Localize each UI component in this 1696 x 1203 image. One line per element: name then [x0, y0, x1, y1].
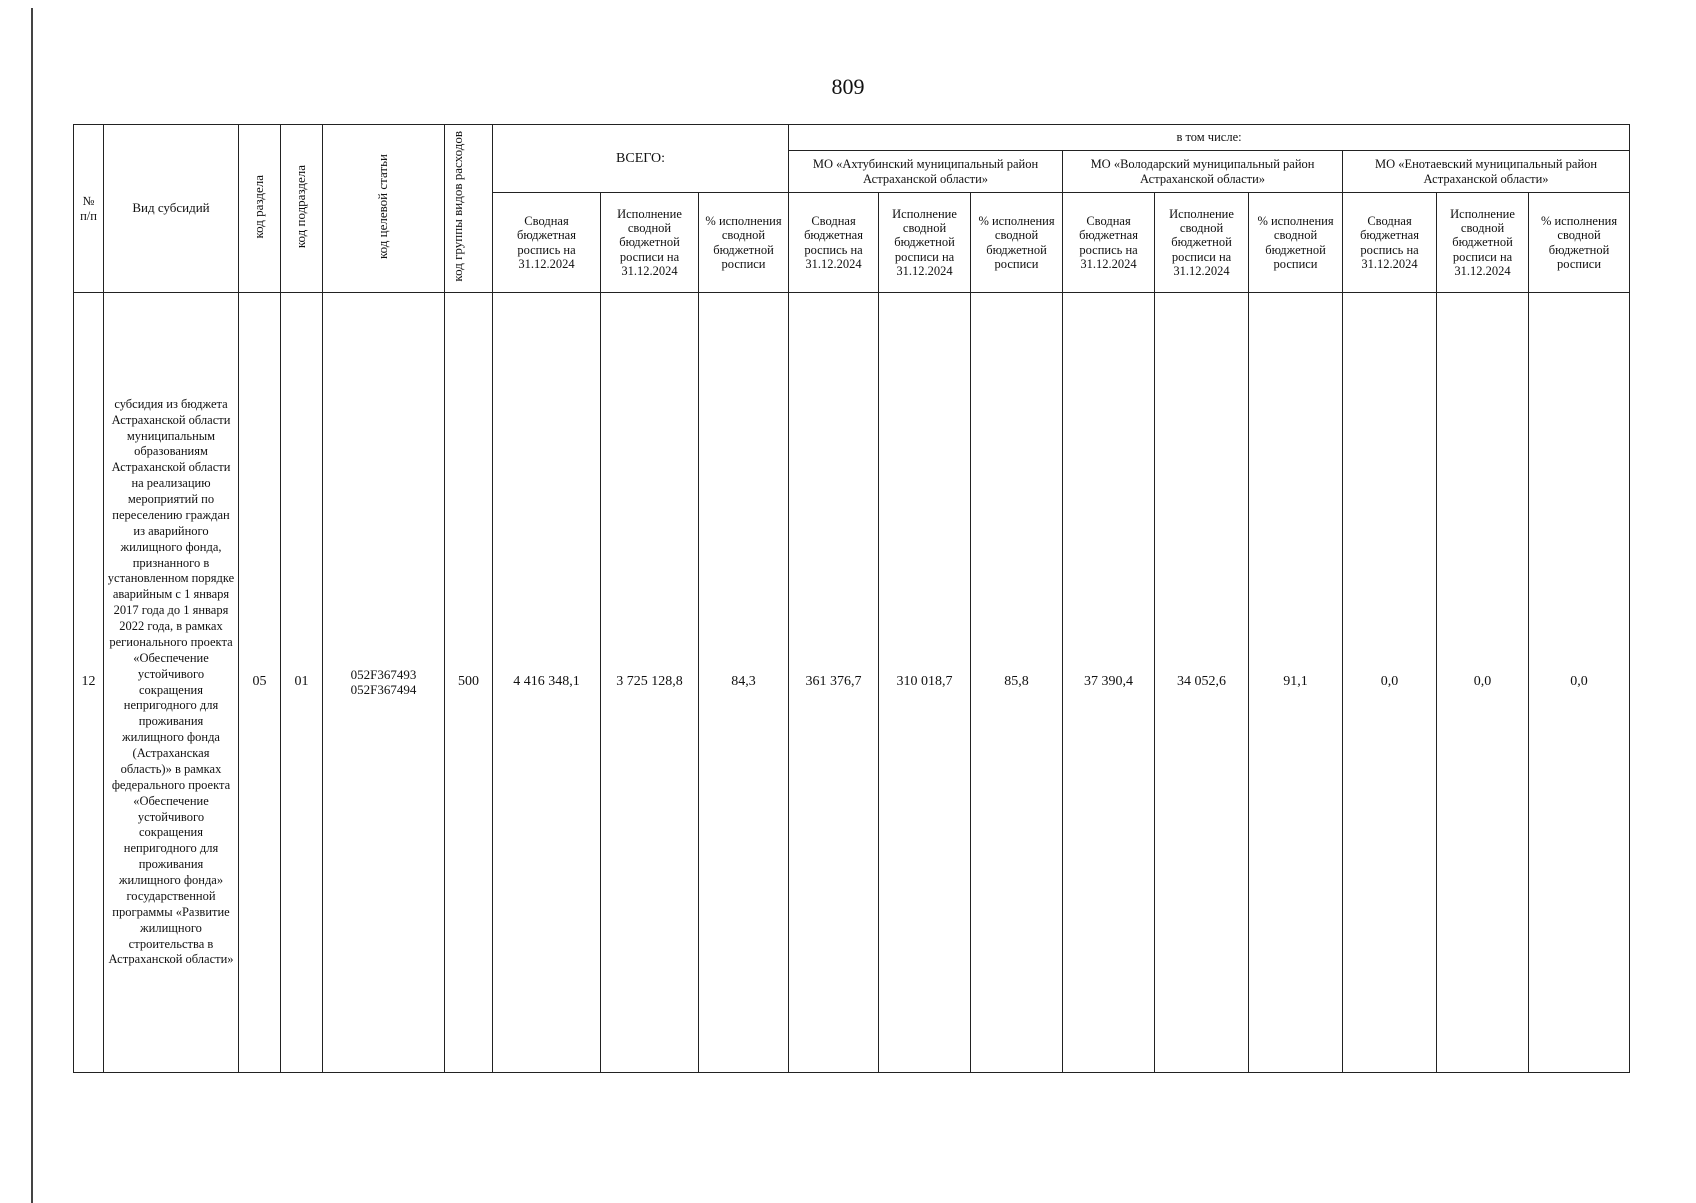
row-mo1-exec: 310 018,7 [879, 293, 971, 1073]
header-total-plan: Сводная бюджетная роспись на 31.12.2024 [493, 193, 601, 293]
header-total: ВСЕГО: [493, 125, 789, 193]
header-mo1-plan: Сводная бюджетная роспись на 31.12.2024 [789, 193, 879, 293]
header-mo2-exec: Исполнение сводной бюджетной росписи на 31.12.2024 [1155, 193, 1249, 293]
page-number: 809 [831, 74, 865, 99]
row-mo3-plan: 0,0 [1343, 293, 1437, 1073]
row-section: 05 [239, 293, 281, 1073]
row-mo1-pct: 85,8 [971, 293, 1063, 1073]
header-total-exec: Исполнение сводной бюджетной росписи на 31.12.2024 [601, 193, 699, 293]
header-mo1-exec: Исполнение сводной бюджетной росписи на 31.12.2024 [879, 193, 971, 293]
header-mo3-plan: Сводная бюджетная роспись на 31.12.2024 [1343, 193, 1437, 293]
header-mo-enotaevsky: МО «Енотаевский муниципальный район Астраханской области» [1343, 151, 1630, 193]
row-total-pct: 84,3 [699, 293, 789, 1073]
header-mo2-pct: % исполнения сводной бюджетной росписи [1249, 193, 1343, 293]
page-margin-line [31, 8, 33, 1203]
row-description: субсидия из бюджета Астраханской области муниципальным образованиям Астраханской области на реализацию мероприятий по переселению граждан из аварийного жилищного фонда, признанного в установленном порядке аварийным с 1 января 2017 года до 1 января 2022 года, в рамках регионального проекта «Обеспечение устойчивого сокращения непригодного для проживания жилищного фонда (Астраханская область)» в рамках федерального проекта «Обеспечение устойчивого сокращения непригодного для проживания жилищного фонда» государственной программы «Развитие жилищного строительства в Астраханской области» [104, 293, 239, 1073]
header-mo3-pct: % исполнения сводной бюджетной росписи [1529, 193, 1630, 293]
header-total-pct: % исполнения сводной бюджетной росписи [699, 193, 789, 293]
table-row [74, 293, 1630, 1073]
row-target-article: 052F367493 052F367494 [323, 293, 445, 1073]
header-mo2-plan: Сводная бюджетная роспись на 31.12.2024 [1063, 193, 1155, 293]
header-mo1-pct: % исполнения сводной бюджетной росписи [971, 193, 1063, 293]
header-including: в том числе: [789, 125, 1630, 151]
row-mo2-plan: 37 390,4 [1063, 293, 1155, 1073]
row-subsection: 01 [281, 293, 323, 1073]
row-mo3-pct: 0,0 [1529, 293, 1630, 1073]
header-subsidy-type: Вид субсидий [104, 125, 239, 293]
row-total-plan: 4 416 348,1 [493, 293, 601, 1073]
header-subsection-code: код подраздела [281, 125, 323, 293]
subsidy-table [73, 124, 1630, 1073]
header-target-article-code: код целевой статьи [323, 125, 445, 293]
row-mo3-exec: 0,0 [1437, 293, 1529, 1073]
header-mo-akhtubinsky: МО «Ахтубинский муниципальный район Астраханской области» [789, 151, 1063, 193]
header-mo3-exec: Исполнение сводной бюджетной росписи на 31.12.2024 [1437, 193, 1529, 293]
header-num: № п/п [74, 125, 104, 293]
row-mo1-plan: 361 376,7 [789, 293, 879, 1073]
row-mo2-pct: 91,1 [1249, 293, 1343, 1073]
row-mo2-exec: 34 052,6 [1155, 293, 1249, 1073]
header-mo-volodarsky: МО «Володарский муниципальный район Астраханской области» [1063, 151, 1343, 193]
header-expense-group-code: код группы видов расходов [445, 125, 493, 293]
row-total-exec: 3 725 128,8 [601, 293, 699, 1073]
row-num: 12 [74, 293, 104, 1073]
row-expense-group: 500 [445, 293, 493, 1073]
header-section-code: код раздела [239, 125, 281, 293]
